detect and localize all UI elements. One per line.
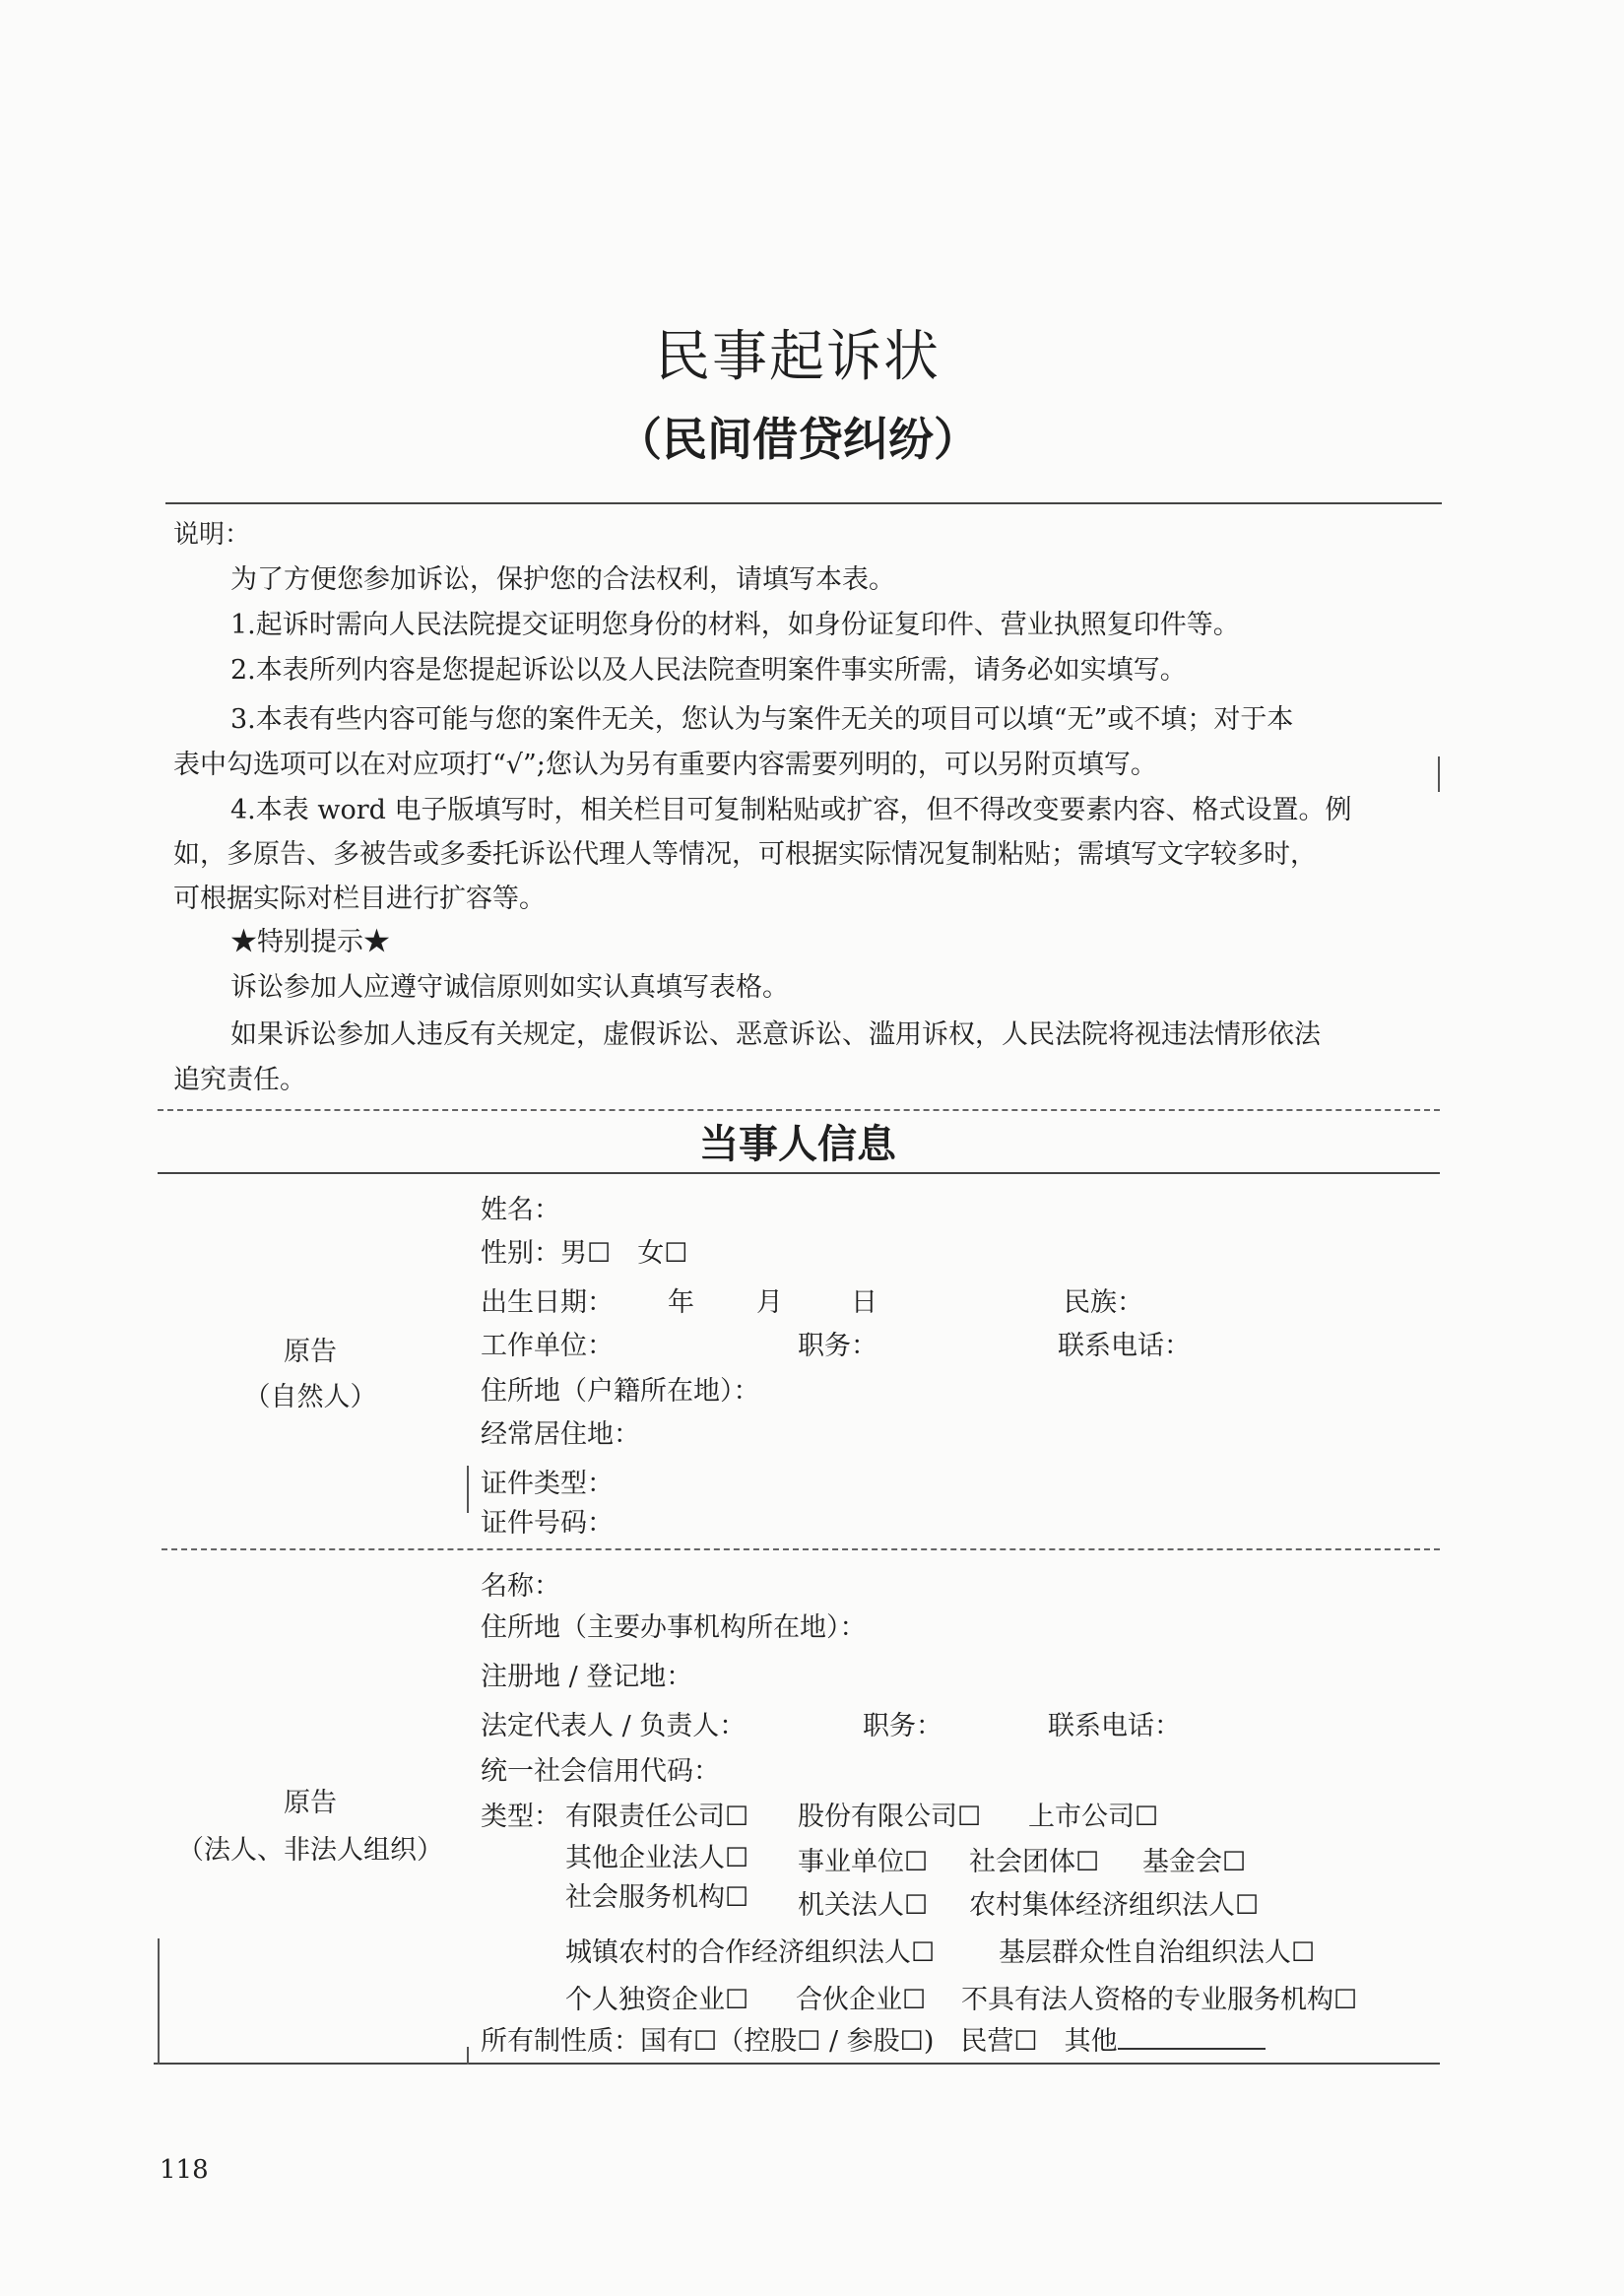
column-mark-middle bbox=[467, 1466, 469, 1513]
natural-domicile-field: 住所地（户籍所在地）： bbox=[481, 1376, 760, 1407]
legal-ownership-field: 所有制性质：国有☐（控股☐ / 参股☐) 民营☐ 其他 bbox=[481, 2026, 1118, 2057]
natural-name-field: 姓名： bbox=[481, 1195, 560, 1225]
legal-type-label: 类型： bbox=[481, 1802, 560, 1832]
natural-ethnicity-field: 民族： bbox=[1064, 1287, 1143, 1318]
plaintiff-legal-label-line-1: 原告 bbox=[284, 1788, 337, 1818]
document-title: 民事起诉状 bbox=[655, 325, 941, 389]
natural-id-number-field: 证件号码： bbox=[481, 1508, 614, 1539]
type-option: 社会团体☐ bbox=[969, 1847, 1100, 1877]
instructions-item-1: 1.起诉时需向人民法院提交证明您身份的材料，如身份证复印件、营业执照复印件等。 bbox=[230, 610, 1240, 640]
legal-credit-code-field: 统一社会信用代码： bbox=[481, 1756, 720, 1787]
legal-registration-field: 注册地 / 登记地： bbox=[481, 1662, 693, 1692]
page-number: 118 bbox=[160, 2155, 209, 2185]
legal-name-field: 名称： bbox=[481, 1571, 560, 1602]
right-margin-mark bbox=[1438, 756, 1440, 792]
instructions-item-4-line-3: 可根据实际对栏目进行扩容等。 bbox=[173, 884, 546, 914]
type-option: 城镇农村的合作经济组织法人☐ bbox=[565, 1937, 936, 1968]
special-notice-heading: ★特别提示★ bbox=[230, 927, 390, 957]
type-option: 社会服务机构☐ bbox=[565, 1882, 749, 1913]
section-title: 当事人信息 bbox=[699, 1122, 896, 1167]
column-mark-lower bbox=[467, 2047, 469, 2065]
instructions-item-2: 2.本表所列内容是您提起诉讼以及人民法院查明案件事实所需，请务必如实填写。 bbox=[230, 655, 1187, 686]
instructions-item-4-line-2: 如，多原告、多被告或多委托诉讼代理人等情况，可根据实际情况复制粘贴；需填写文字较多时， bbox=[173, 839, 1317, 870]
instructions-intro: 为了方便您参加诉讼，保护您的合法权利，请填写本表。 bbox=[230, 564, 895, 595]
natural-id-type-field: 证件类型： bbox=[481, 1469, 614, 1499]
table-bottom-rule bbox=[154, 2063, 1440, 2065]
instructions-item-4-line-1: 4.本表 word 电子版填写时，相关栏目可复制粘贴或扩容，但不得改变要素内容、格式设置。例 bbox=[230, 795, 1352, 825]
instructions-item-3-line-1: 3.本表有些内容可能与您的案件无关，您认为与案件无关的项目可以填“无”或不填；对于本 bbox=[230, 704, 1294, 735]
natural-birth-label: 出生日期： bbox=[481, 1287, 614, 1318]
left-margin-mark bbox=[158, 1938, 160, 2065]
natural-birth-year: 年 bbox=[668, 1287, 694, 1318]
section-top-rule bbox=[158, 1109, 1440, 1111]
special-notice-1: 诉讼参加人应遵守诚信原则如实认真填写表格。 bbox=[230, 972, 789, 1003]
special-notice-2-line-1: 如果诉讼参加人违反有关规定，虚假诉讼、恶意诉讼、滥用诉权，人民法院将视违法情形依法 bbox=[230, 1019, 1321, 1050]
ownership-other-blank bbox=[1118, 2024, 1266, 2050]
natural-birth-day: 日 bbox=[851, 1287, 877, 1318]
type-option: 不具有法人资格的专业服务机构☐ bbox=[961, 1985, 1358, 2015]
legal-domicile-field: 住所地（主要办事机构所在地）： bbox=[481, 1612, 867, 1643]
type-option: 事业单位☐ bbox=[798, 1847, 929, 1877]
section-bottom-rule bbox=[158, 1172, 1440, 1174]
title-rule bbox=[165, 502, 1442, 504]
type-option: 农村集体经济组织法人☐ bbox=[969, 1890, 1260, 1921]
special-notice-2-line-2: 追究责任。 bbox=[173, 1065, 306, 1095]
natural-birth-month: 月 bbox=[756, 1287, 783, 1318]
type-option: 上市公司☐ bbox=[1028, 1802, 1159, 1832]
type-option: 股份有限公司☐ bbox=[798, 1802, 982, 1832]
instructions-item-3-line-2: 表中勾选项可以在对应项打“√”;您认为另有重要内容需要列明的，可以另附页填写。 bbox=[173, 750, 1157, 780]
type-option: 机关法人☐ bbox=[798, 1890, 929, 1921]
plaintiff-legal-label-line-2: （法人、非法人组织） bbox=[177, 1835, 443, 1866]
natural-residence-field: 经常居住地： bbox=[481, 1419, 640, 1450]
type-option: 合伙企业☐ bbox=[796, 1985, 927, 2015]
legal-phone-field: 联系电话： bbox=[1048, 1711, 1181, 1741]
type-option: 基金会☐ bbox=[1142, 1847, 1247, 1877]
type-option: 有限责任公司☐ bbox=[565, 1802, 749, 1832]
legal-representative-field: 法定代表人 / 负责人： bbox=[481, 1711, 747, 1741]
document-subtitle: （民间借贷纠纷） bbox=[617, 413, 979, 466]
natural-gender-field: 性别：男☐ 女☐ bbox=[481, 1238, 688, 1269]
legal-position-field: 职务： bbox=[863, 1711, 942, 1741]
instructions-heading: 说明： bbox=[173, 520, 251, 550]
natural-position-field: 职务： bbox=[798, 1331, 877, 1361]
party-divider bbox=[162, 1548, 1440, 1550]
natural-phone-field: 联系电话： bbox=[1058, 1331, 1191, 1361]
type-option: 个人独资企业☐ bbox=[565, 1985, 749, 2015]
type-option: 其他企业法人☐ bbox=[565, 1843, 749, 1873]
type-option: 基层群众性自治组织法人☐ bbox=[999, 1937, 1316, 1968]
natural-employer-field: 工作单位： bbox=[481, 1331, 614, 1361]
legal-ownership-row bbox=[481, 2019, 1266, 2058]
plaintiff-natural-label-line-2: （自然人） bbox=[243, 1382, 377, 1412]
plaintiff-natural-label-line-1: 原告 bbox=[284, 1337, 337, 1367]
